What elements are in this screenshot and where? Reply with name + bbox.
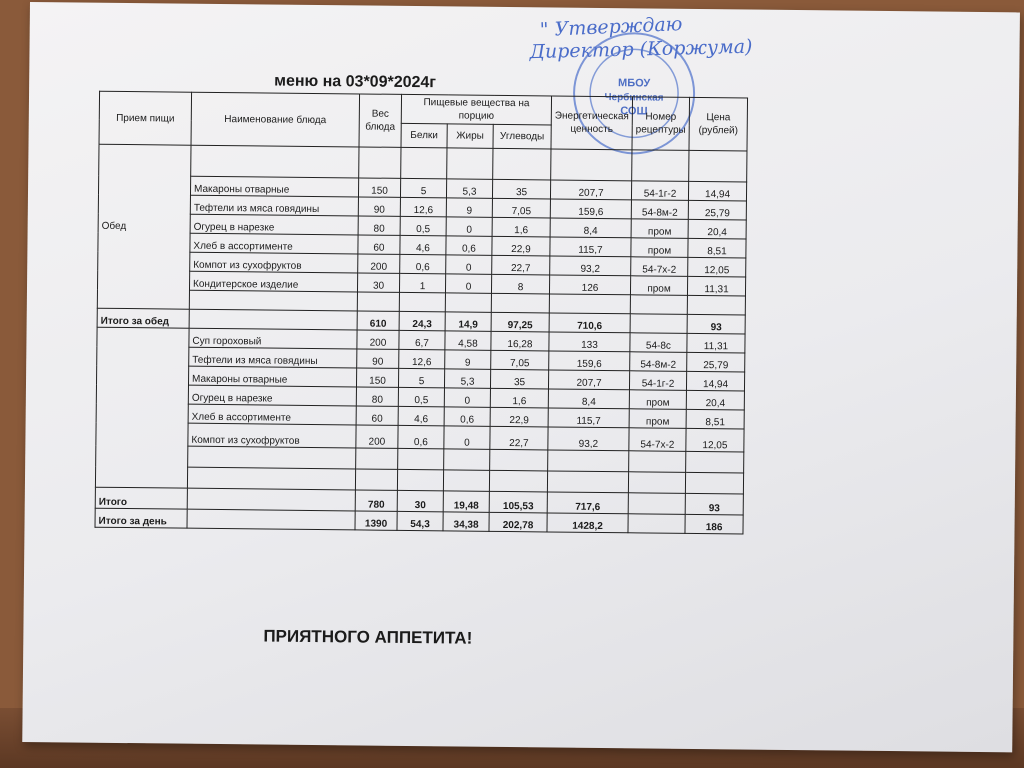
recipe-cell: пром bbox=[630, 276, 687, 296]
fat-cell: 0 bbox=[446, 255, 492, 274]
energy-cell: 115,7 bbox=[548, 408, 629, 428]
weight-cell: 90 bbox=[357, 349, 399, 368]
day-total-carbs: 202,78 bbox=[489, 512, 547, 532]
energy-cell: 159,6 bbox=[550, 199, 631, 219]
dish-name: Суп гороховый bbox=[189, 328, 357, 349]
fat-cell: 0 bbox=[444, 426, 490, 449]
recipe-cell: 54-8м-2 bbox=[630, 352, 687, 372]
dish-name: Огурец в нарезке bbox=[188, 385, 356, 406]
menu-sheet bbox=[22, 2, 1020, 752]
carbs-cell: 7,05 bbox=[492, 198, 550, 218]
price-cell: 14,94 bbox=[689, 181, 747, 201]
fat-cell: 5,3 bbox=[444, 369, 490, 388]
approval-line-2: Директор (Коржума) bbox=[529, 35, 753, 64]
energy-cell: 115,7 bbox=[550, 237, 631, 257]
header-recipe: Номер рецептуры bbox=[632, 97, 690, 151]
total-protein: 24,3 bbox=[399, 311, 445, 330]
total-energy: 717,6 bbox=[547, 492, 628, 514]
energy-cell: 207,7 bbox=[550, 180, 631, 200]
menu-table bbox=[94, 91, 748, 535]
energy-cell: 159,6 bbox=[549, 351, 630, 371]
total-fat: 14,9 bbox=[445, 312, 491, 331]
protein-cell: 4,6 bbox=[398, 406, 444, 425]
header-price: Цена (рублей) bbox=[689, 97, 748, 151]
fat-cell: 9 bbox=[445, 350, 491, 369]
recipe-cell: 54-8м-2 bbox=[631, 200, 688, 220]
protein-cell: 6,7 bbox=[399, 330, 445, 349]
weight-cell: 60 bbox=[356, 406, 398, 425]
weight-cell: 80 bbox=[356, 387, 398, 406]
energy-cell: 133 bbox=[549, 332, 630, 352]
price-cell: 12,05 bbox=[686, 428, 744, 452]
dish-name: Компот из сухофруктов bbox=[190, 252, 358, 273]
fat-cell: 0 bbox=[445, 274, 491, 293]
fat-cell: 9 bbox=[446, 198, 492, 217]
recipe-cell: пром bbox=[629, 390, 686, 410]
weight-cell: 80 bbox=[358, 216, 400, 235]
dish-name: Макароны отварные bbox=[190, 176, 358, 197]
price-cell: 25,79 bbox=[687, 352, 745, 372]
meal-name-empty bbox=[95, 327, 189, 488]
header-energy: Энергетическая ценность bbox=[551, 96, 633, 150]
stamp-org: МБОУ bbox=[618, 77, 651, 90]
weight-cell: 60 bbox=[358, 235, 400, 254]
dish-name: Компот из сухофруктов bbox=[188, 423, 356, 448]
weight-cell: 150 bbox=[356, 368, 398, 387]
protein-cell: 0,5 bbox=[400, 216, 446, 235]
recipe-cell: 54-7х-2 bbox=[631, 257, 688, 277]
price-cell: 11,31 bbox=[688, 276, 746, 296]
header-nutrients: Пищевые вещества на порцию bbox=[401, 94, 551, 124]
header-protein: Белки bbox=[401, 123, 447, 148]
protein-cell: 12,6 bbox=[400, 197, 446, 216]
dish-name: Хлеб в ассортименте bbox=[188, 404, 356, 425]
protein-cell: 12,6 bbox=[399, 349, 445, 368]
stamp-name: Чербинская bbox=[604, 92, 664, 104]
fat-cell: 0 bbox=[446, 217, 492, 236]
weight-cell: 30 bbox=[357, 273, 399, 292]
bon-appetit-text: ПРИЯТНОГО АППЕТИТА! bbox=[263, 626, 473, 648]
day-total-price: 186 bbox=[685, 514, 743, 534]
day-total-weight: 1390 bbox=[355, 511, 397, 530]
fat-cell: 0 bbox=[444, 388, 490, 407]
dish-name: Макароны отварные bbox=[188, 366, 356, 387]
carbs-cell: 8 bbox=[491, 274, 549, 294]
fat-cell: 0,6 bbox=[444, 407, 490, 426]
menu-title: меню на 03*09*2024г bbox=[274, 72, 437, 92]
price-cell: 8,51 bbox=[686, 409, 744, 429]
recipe-cell: 54-1г-2 bbox=[631, 181, 688, 201]
total-label: Итого bbox=[95, 487, 187, 509]
approval-line-1: " Утверждаю bbox=[539, 13, 683, 42]
total-carbs: 97,25 bbox=[491, 312, 549, 332]
price-cell: 20,4 bbox=[688, 219, 746, 239]
empty-cell bbox=[189, 290, 357, 311]
total-protein: 30 bbox=[397, 490, 443, 511]
recipe-cell: 54-7х-2 bbox=[629, 428, 686, 452]
header-row-1 bbox=[99, 91, 747, 126]
price-cell: 25,79 bbox=[688, 200, 746, 220]
header-fat: Жиры bbox=[447, 123, 493, 148]
protein-cell: 4,6 bbox=[400, 235, 446, 254]
header-carbs: Углеводы bbox=[493, 124, 551, 149]
protein-cell: 5 bbox=[400, 178, 446, 197]
empty-cell bbox=[187, 467, 355, 490]
recipe-cell: 54-8с bbox=[630, 333, 687, 353]
carbs-cell: 22,9 bbox=[490, 407, 548, 427]
total-energy: 710,6 bbox=[549, 313, 630, 333]
weight-cell: 90 bbox=[358, 197, 400, 216]
carbs-cell: 35 bbox=[490, 369, 548, 389]
carbs-cell: 7,05 bbox=[491, 350, 549, 370]
fat-cell: 0,6 bbox=[446, 236, 492, 255]
price-cell: 20,4 bbox=[686, 390, 744, 410]
price-cell: 11,31 bbox=[687, 333, 745, 353]
energy-cell: 93,2 bbox=[548, 427, 629, 451]
carbs-cell: 22,9 bbox=[492, 236, 550, 256]
weight-cell: 200 bbox=[358, 254, 400, 273]
protein-cell: 0,6 bbox=[398, 425, 444, 448]
carbs-cell: 1,6 bbox=[490, 388, 548, 408]
fat-cell: 5,3 bbox=[446, 179, 492, 198]
fat-cell: 4,58 bbox=[445, 331, 491, 350]
energy-cell: 8,4 bbox=[550, 218, 631, 238]
dish-name: Хлеб в ассортименте bbox=[190, 233, 358, 254]
price-cell: 14,94 bbox=[687, 371, 745, 391]
dish-name: Тефтели из мяса говядины bbox=[190, 195, 358, 216]
energy-cell: 8,4 bbox=[548, 389, 629, 409]
meal-name: Обед bbox=[97, 144, 191, 309]
protein-cell: 0,6 bbox=[400, 254, 446, 273]
price-cell: 8,51 bbox=[688, 238, 746, 258]
energy-cell: 126 bbox=[549, 275, 630, 295]
day-total-label: Итого за день bbox=[95, 508, 187, 528]
total-price: 93 bbox=[685, 493, 743, 515]
total-price: 93 bbox=[687, 314, 745, 334]
day-total-protein: 54,3 bbox=[397, 511, 443, 530]
weight-cell: 200 bbox=[356, 425, 398, 448]
energy-cell: 207,7 bbox=[548, 370, 629, 390]
stamp-type: СОШ bbox=[620, 105, 648, 118]
protein-cell: 0,5 bbox=[398, 387, 444, 406]
weight-cell: 200 bbox=[357, 330, 399, 349]
recipe-cell: пром bbox=[631, 238, 688, 258]
energy-cell: 93,2 bbox=[550, 256, 631, 276]
carbs-cell: 16,28 bbox=[491, 331, 549, 351]
empty-cell bbox=[188, 446, 356, 469]
protein-cell: 1 bbox=[399, 273, 445, 292]
total-weight: 610 bbox=[357, 311, 399, 330]
carbs-cell: 22,7 bbox=[492, 255, 550, 275]
empty-cell bbox=[191, 145, 359, 178]
dish-name: Кондитерское изделие bbox=[189, 271, 357, 292]
carbs-cell: 1,6 bbox=[492, 217, 550, 237]
day-total-fat: 34,38 bbox=[443, 512, 489, 531]
recipe-cell: пром bbox=[631, 219, 688, 239]
price-cell: 12,05 bbox=[688, 257, 746, 277]
total-fat: 19,48 bbox=[443, 491, 489, 512]
recipe-cell: пром bbox=[629, 409, 686, 429]
carbs-cell: 35 bbox=[492, 179, 550, 199]
header-dish: Наименование блюда bbox=[191, 92, 360, 147]
total-carbs: 105,53 bbox=[489, 491, 547, 513]
protein-cell: 5 bbox=[398, 368, 444, 387]
header-weight: Вес блюда bbox=[359, 94, 402, 147]
day-total-energy: 1428,2 bbox=[547, 513, 628, 533]
total-weight: 780 bbox=[355, 490, 397, 511]
weight-cell: 150 bbox=[358, 178, 400, 197]
recipe-cell: 54-1г-2 bbox=[629, 371, 686, 391]
dish-name: Тефтели из мяса говядины bbox=[189, 347, 357, 368]
dish-name: Огурец в нарезке bbox=[190, 214, 358, 235]
carbs-cell: 22,7 bbox=[490, 426, 548, 450]
total-label: Итого за обед bbox=[97, 308, 189, 328]
header-meal: Прием пищи bbox=[99, 91, 192, 145]
